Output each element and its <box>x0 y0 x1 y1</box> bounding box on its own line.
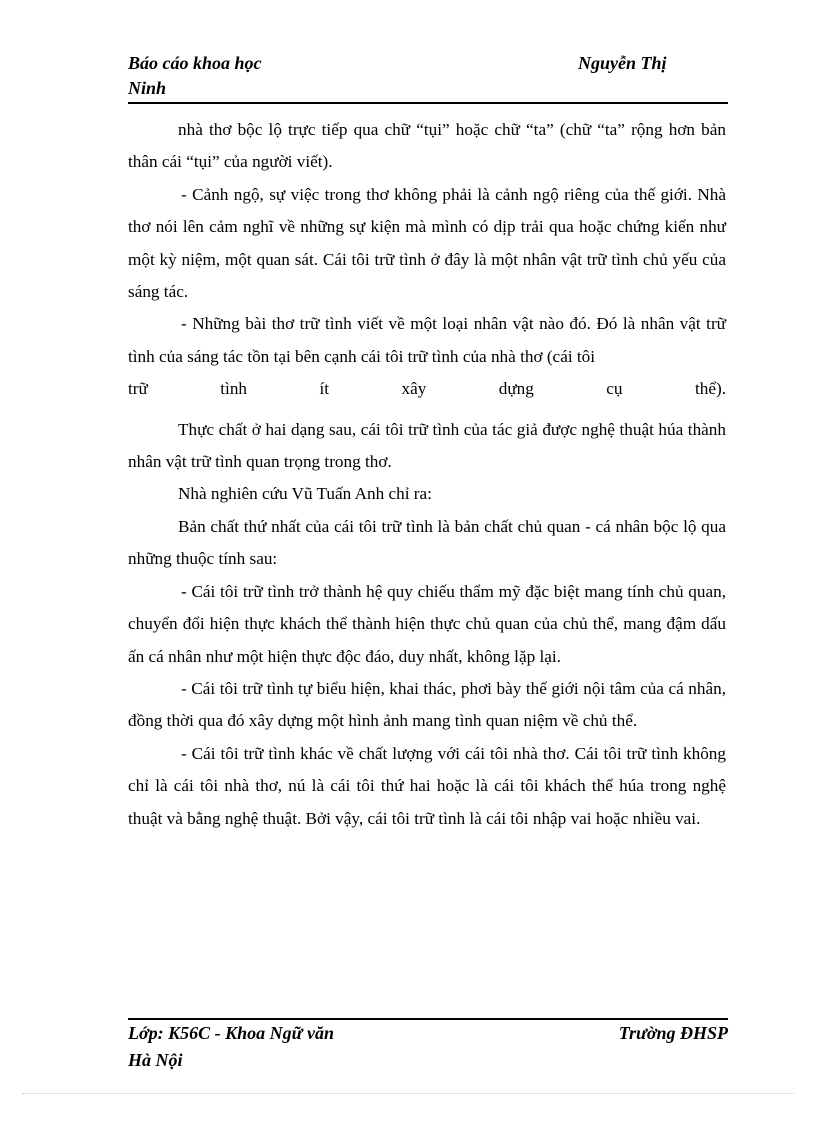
header-author-name-continued: Ninh <box>128 78 167 98</box>
body-text <box>128 114 726 835</box>
footer-class-info: Lớp: K56C - Khoa Ngữ văn <box>128 1023 334 1043</box>
paragraph: Thực chất ở hai dạng sau, cái tôi trữ tình của tác giả được nghệ thuật húa thành nhân vật trữ tình quan trọng trong thơ. <box>128 419 726 472</box>
paragraph: - Cái tôi trữ tình trở thành hệ quy chiếu thẩm mỹ đặc biệt mang tính chủ quan, chuyển đổi hiện thực khách thể thành hiện thực chủ quan của chủ thể, mang đậm dấu ấn cá nhân như một hiện thực độc đáo, duy nhất, không lặp lại. <box>128 581 726 666</box>
footer-city: Hà Nội <box>128 1050 183 1070</box>
paragraph: - Cái tôi trữ tình tự biểu hiện, khai thác, phơi bày thế giới nội tâm của cá nhân, đồng thời qua đó xây dựng một hình ảnh mang tình quan niệm về chủ thể. <box>128 678 726 731</box>
paragraph: - Những bài thơ trữ tình viết về một loại nhân vật nào đó. Đó là nhân vật trữ tình của sáng tác tồn tại bên cạnh cái tôi trữ tình của nhà thơ (cái tôi <box>128 314 726 366</box>
paragraph: - Cảnh ngộ, sự việc trong thơ không phải là cảnh ngộ riêng của thế giới. Nhà thơ nói lên cảm nghĩ về những sự kiện mà mình có dịp trải qua hoặc chứng kiến như một kỳ niệm, một quan sát. Cái tôi trữ tình ở đây là một nhân vật trữ tình chủ yếu của sáng tác. <box>128 184 726 302</box>
header-rule <box>128 102 728 104</box>
paragraph: - Cái tôi trữ tình khác về chất lượng với cái tôi nhà thơ. Cái tôi trữ tình không chỉ là cái tôi nhà thơ, nú là cái tôi thứ hai hoặc là cái tôi khách thể húa trong nghệ thuật và bằng nghệ thuật. Bởi vậy, cái tôi trữ tình là cái tôi nhập vai hoặc nhiều vai. <box>128 743 726 828</box>
header-author-name: Nguyễn Thị <box>578 53 667 73</box>
header-report-title: Báo cáo khoa học <box>128 53 262 73</box>
paragraph: Bản chất thứ nhất của cái tôi trữ tình là bản chất chủ quan - cá nhân bộc lộ qua những thuộc tính sau: <box>128 516 726 569</box>
page-edge-dotted-line <box>22 1093 794 1094</box>
paragraph: nhà thơ bộc lộ trực tiếp qua chữ “tụi” hoặc chữ “ta” (chữ “ta” rộng hơn bản thân cái “tụi” của người viết). <box>128 120 726 172</box>
paragraph-spread-line: trữ tình ít xây dựng cụ thể). <box>128 379 726 399</box>
footer-university: Trường ĐHSP <box>618 1023 728 1043</box>
paragraph: Nhà nghiên cứu Vũ Tuấn Anh chỉ ra: <box>178 484 432 504</box>
